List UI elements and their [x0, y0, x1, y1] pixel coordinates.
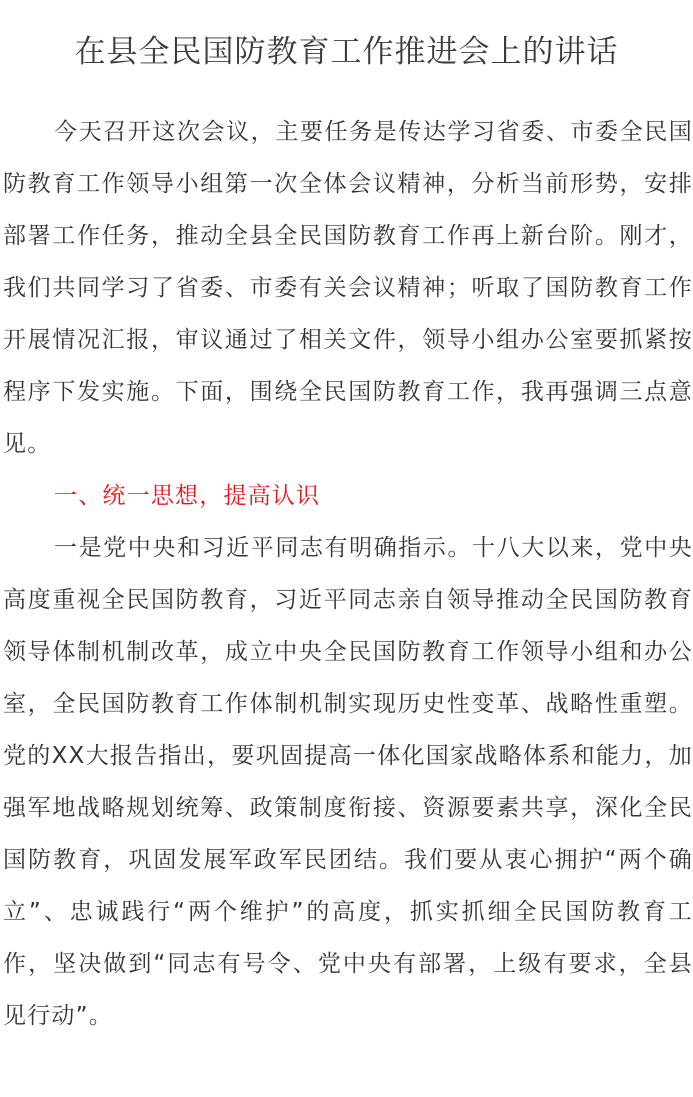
document-title: 在县全民国防教育工作推进会上的讲话	[74, 34, 619, 70]
paragraph-intro: 今天召开这次会议，主要任务是传达学习省委、市委全民国防教育工作领导小组第一次全体会议精神，分析当前形势，安排部署工作任务，推动全县全民国防教育工作再上新台阶。刚才，我们共同学习了省委、市委有关会议精神；听取了国防教育工作开展情况汇报，审议通过了相关文件，领导小组办公室要抓紧按程序下发实施。下面，围绕全民国防教育工作，我再强调三点意见。	[3, 119, 693, 457]
section-heading: 一、统一思想，提高认识	[54, 483, 321, 509]
paragraph-section-one: 一是党中央和习近平同志有明确指示。十八大以来，党中央高度重视全民国防教育，习近平同志亲自领导推动全民国防教育领导体制机制改革，成立中央全民国防教育工作领导小组和办公室，全民国防教育工作体制机制实现历史性变革、战略性重塑。党的XX大报告指出，要巩固提高一体化国家战略体系和能力，加强军地战略规划统筹、政策制度衔接、资源要素共享，深化全民国防教育，巩固发展军政军民团结。我们要从衷心拥护“两个确立”、忠诚践行“两个维护”的高度，抓实抓细全民国防教育工作，坚决做到“同志有号令、党中央有部署，上级有要求，全县见行动”。	[3, 535, 693, 1029]
